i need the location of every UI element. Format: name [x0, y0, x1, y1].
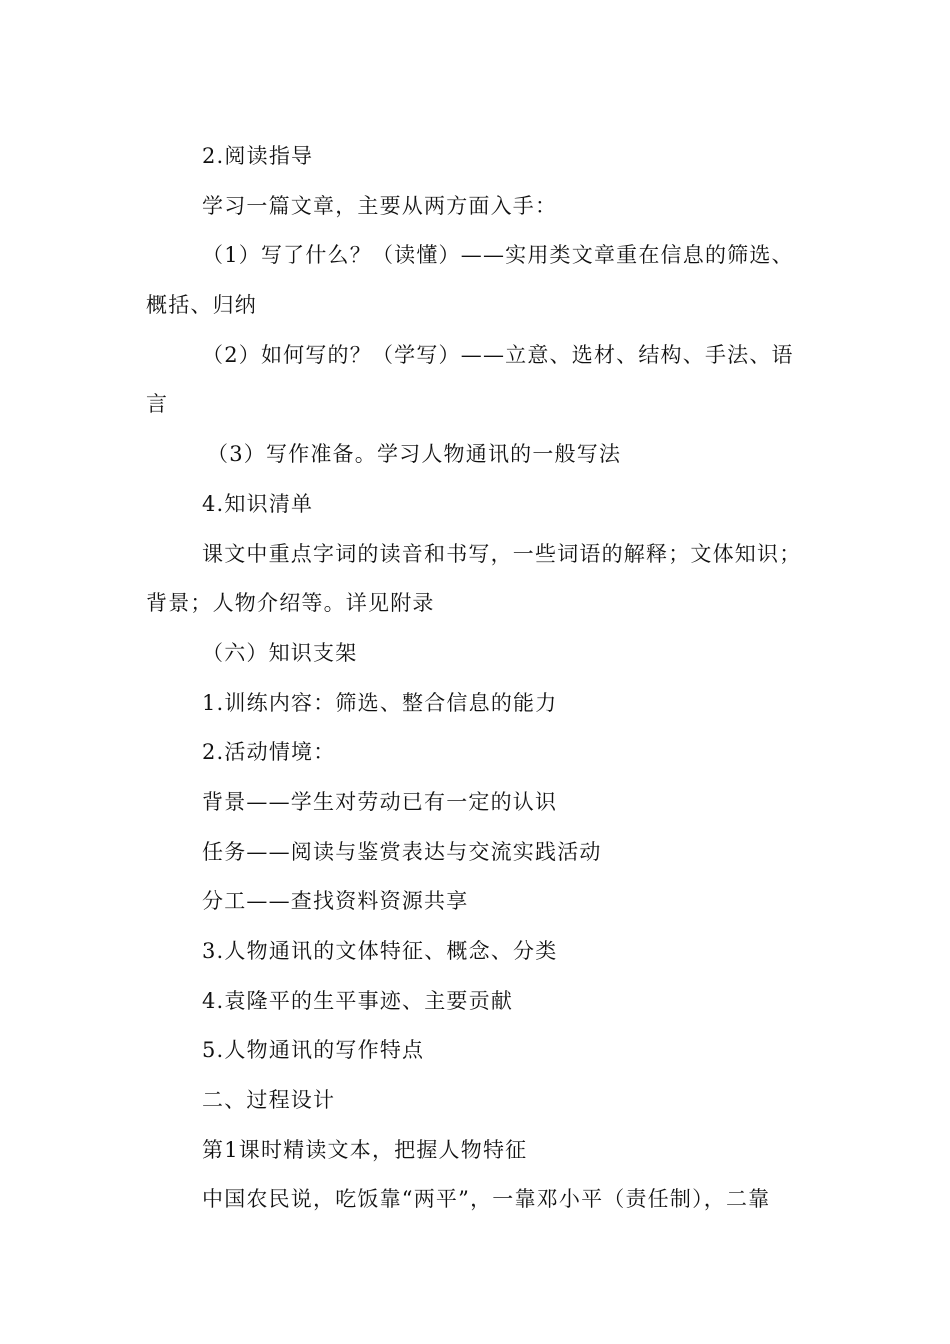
- paragraph-line: 背景——学生对劳动已有一定的认识: [202, 789, 558, 814]
- paragraph-line: 分工——查找资料资源共享: [202, 889, 469, 914]
- list-item-line: 4.袁隆平的生平事迹、主要贡献: [202, 988, 514, 1013]
- list-item-line: （2）如何写的？（学写）——立意、选材、结构、手法、语: [202, 342, 794, 367]
- document-body: [146, 132, 806, 1225]
- paragraph-line: 中国农民说，吃饭靠“两平”，一靠邓小平（责任制），二靠: [202, 1187, 771, 1212]
- list-item-line: （1）写了什么？（读懂）——实用类文章重在信息的筛选、: [202, 243, 794, 268]
- paragraph-line: 任务——阅读与鉴赏表达与交流实践活动: [202, 839, 602, 864]
- section-heading-knowledge-list: 4.知识清单: [202, 491, 314, 516]
- section-heading-process-design: 二、过程设计: [202, 1088, 336, 1113]
- paragraph-line: 第1课时精读文本，把握人物特征: [202, 1137, 528, 1162]
- list-item-line: 1.训练内容：筛选、整合信息的能力: [202, 690, 558, 715]
- paragraph-line: 学习一篇文章，主要从两方面入手：: [202, 193, 558, 218]
- paragraph-continuation: 概括、归纳: [146, 293, 257, 318]
- list-item-line: 5.人物通讯的写作特点: [202, 1038, 425, 1063]
- paragraph-continuation: 背景；人物介绍等。详见附录: [146, 591, 435, 616]
- paragraph-continuation: 言: [146, 392, 169, 417]
- list-item-line: 3.人物通讯的文体特征、概念、分类: [202, 939, 558, 963]
- list-item-line: 2.活动情境：: [202, 740, 336, 765]
- section-heading-reading-guide: 2.阅读指导: [202, 144, 314, 168]
- list-item-line: （3）写作准备。学习人物通讯的一般写法: [207, 442, 622, 467]
- paragraph-line: 课文中重点字词的读音和书写，一些词语的解释；文体知识；: [202, 541, 802, 566]
- section-heading-knowledge-framework: （六）知识支架: [202, 640, 358, 665]
